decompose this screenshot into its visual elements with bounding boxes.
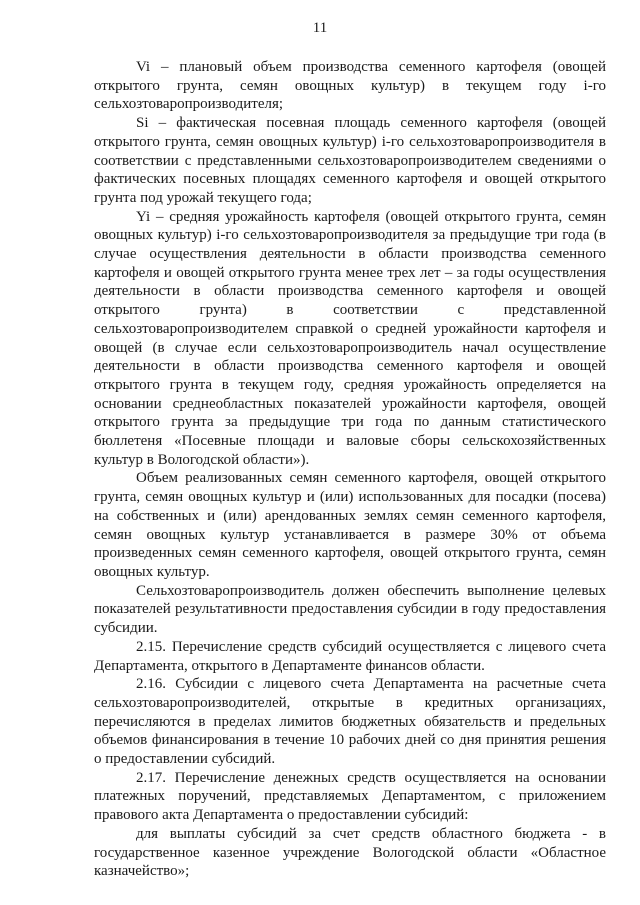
paragraph-si-definition: Si – фактическая посевная площадь семенного картофеля (овощей открытого грунта, семян овощных культур) i-го сельхозтоваропроизводителя в соответствии с представленными сельхозтоваропроизводителем сведениями о фактических посевных площадях семенного картофеля и овощей открытого грунта под урожай текущего года; — [94, 115, 606, 206]
document-body — [94, 58, 606, 881]
paragraph-clause-2-16: 2.16. Субсидии с лицевого счета Департамента на расчетные счета сельхозтоваропроизводителей, открытые в кредитных организациях, перечисляются в пределах лимитов бюджетных обязательств и предельных объемов финансирования в течение 10 рабочих дней со дня принятия решения о предоставлении субсидий. — [94, 676, 606, 768]
paragraph-clause-2-17: 2.17. Перечисление денежных средств осуществляется на основании платежных поручений, представляемых Департаментом, с приложением правового акта Департамента о предоставлении субсидий: — [94, 769, 606, 824]
paragraph-performance-targets: Сельхозтоваропроизводитель должен обеспечить выполнение целевых показателей результативности предоставления субсидии в году предоставления субсидии. — [94, 582, 606, 637]
paragraph-treasury-payment: для выплаты субсидий за счет средств областного бюджета - в государственное казенное учреждение Вологодской области «Областное казначейство»; — [94, 825, 606, 880]
paragraph-clause-2-15: 2.15. Перечисление средств субсидий осуществляется с лицевого счета Департамента, открытого в Департаменте финансов области. — [94, 638, 606, 674]
paragraph-yi-definition: Yi – средняя урожайность картофеля (овощей открытого грунта, семян овощных культур) i-го сельхозтоваропроизводителя за предыдущие три года (в случае осуществления деятельности в области производства семенного картофеля и овощей открытого грунта менее трех лет – за годы осуществления деятельности в области производства семенного картофеля и овощей открытого грунта) в соответствии с представленной сельхозтоваропроизводителем справкой о средней урожайности картофеля и овощей (в случае если сельхозтоваропроизводитель начал осуществление деятельности в области производства семенного картофеля и овощей открытого грунта в текущем году, средняя урожайность определяется на основании среднеобластных показателей урожайности картофеля, овощей открытого грунта за предыдущие три года по данным статистического бюллетеня «Посевные площади и валовые сборы сельскохозяйственных культур в Вологодской области»). — [94, 208, 606, 468]
page-number: 11 — [312, 20, 328, 36]
paragraph-seed-volume: Объем реализованных семян семенного картофеля, овощей открытого грунта, семян овощных культур и (или) использованных для посадки (посева) на собственных и (или) арендованных землях семян семенного картофеля, семян овощных культур устанавливается в размере 30% от объема произведенных семян семенного картофеля, овощей открытого грунта, семян овощных культур. — [94, 470, 606, 580]
paragraph-vi-definition: Vi – плановый объем производства семенного картофеля (овощей открытого грунта, семян овощных культур) в текущем году i-го сельхозтоваропроизводителя; — [94, 59, 606, 113]
